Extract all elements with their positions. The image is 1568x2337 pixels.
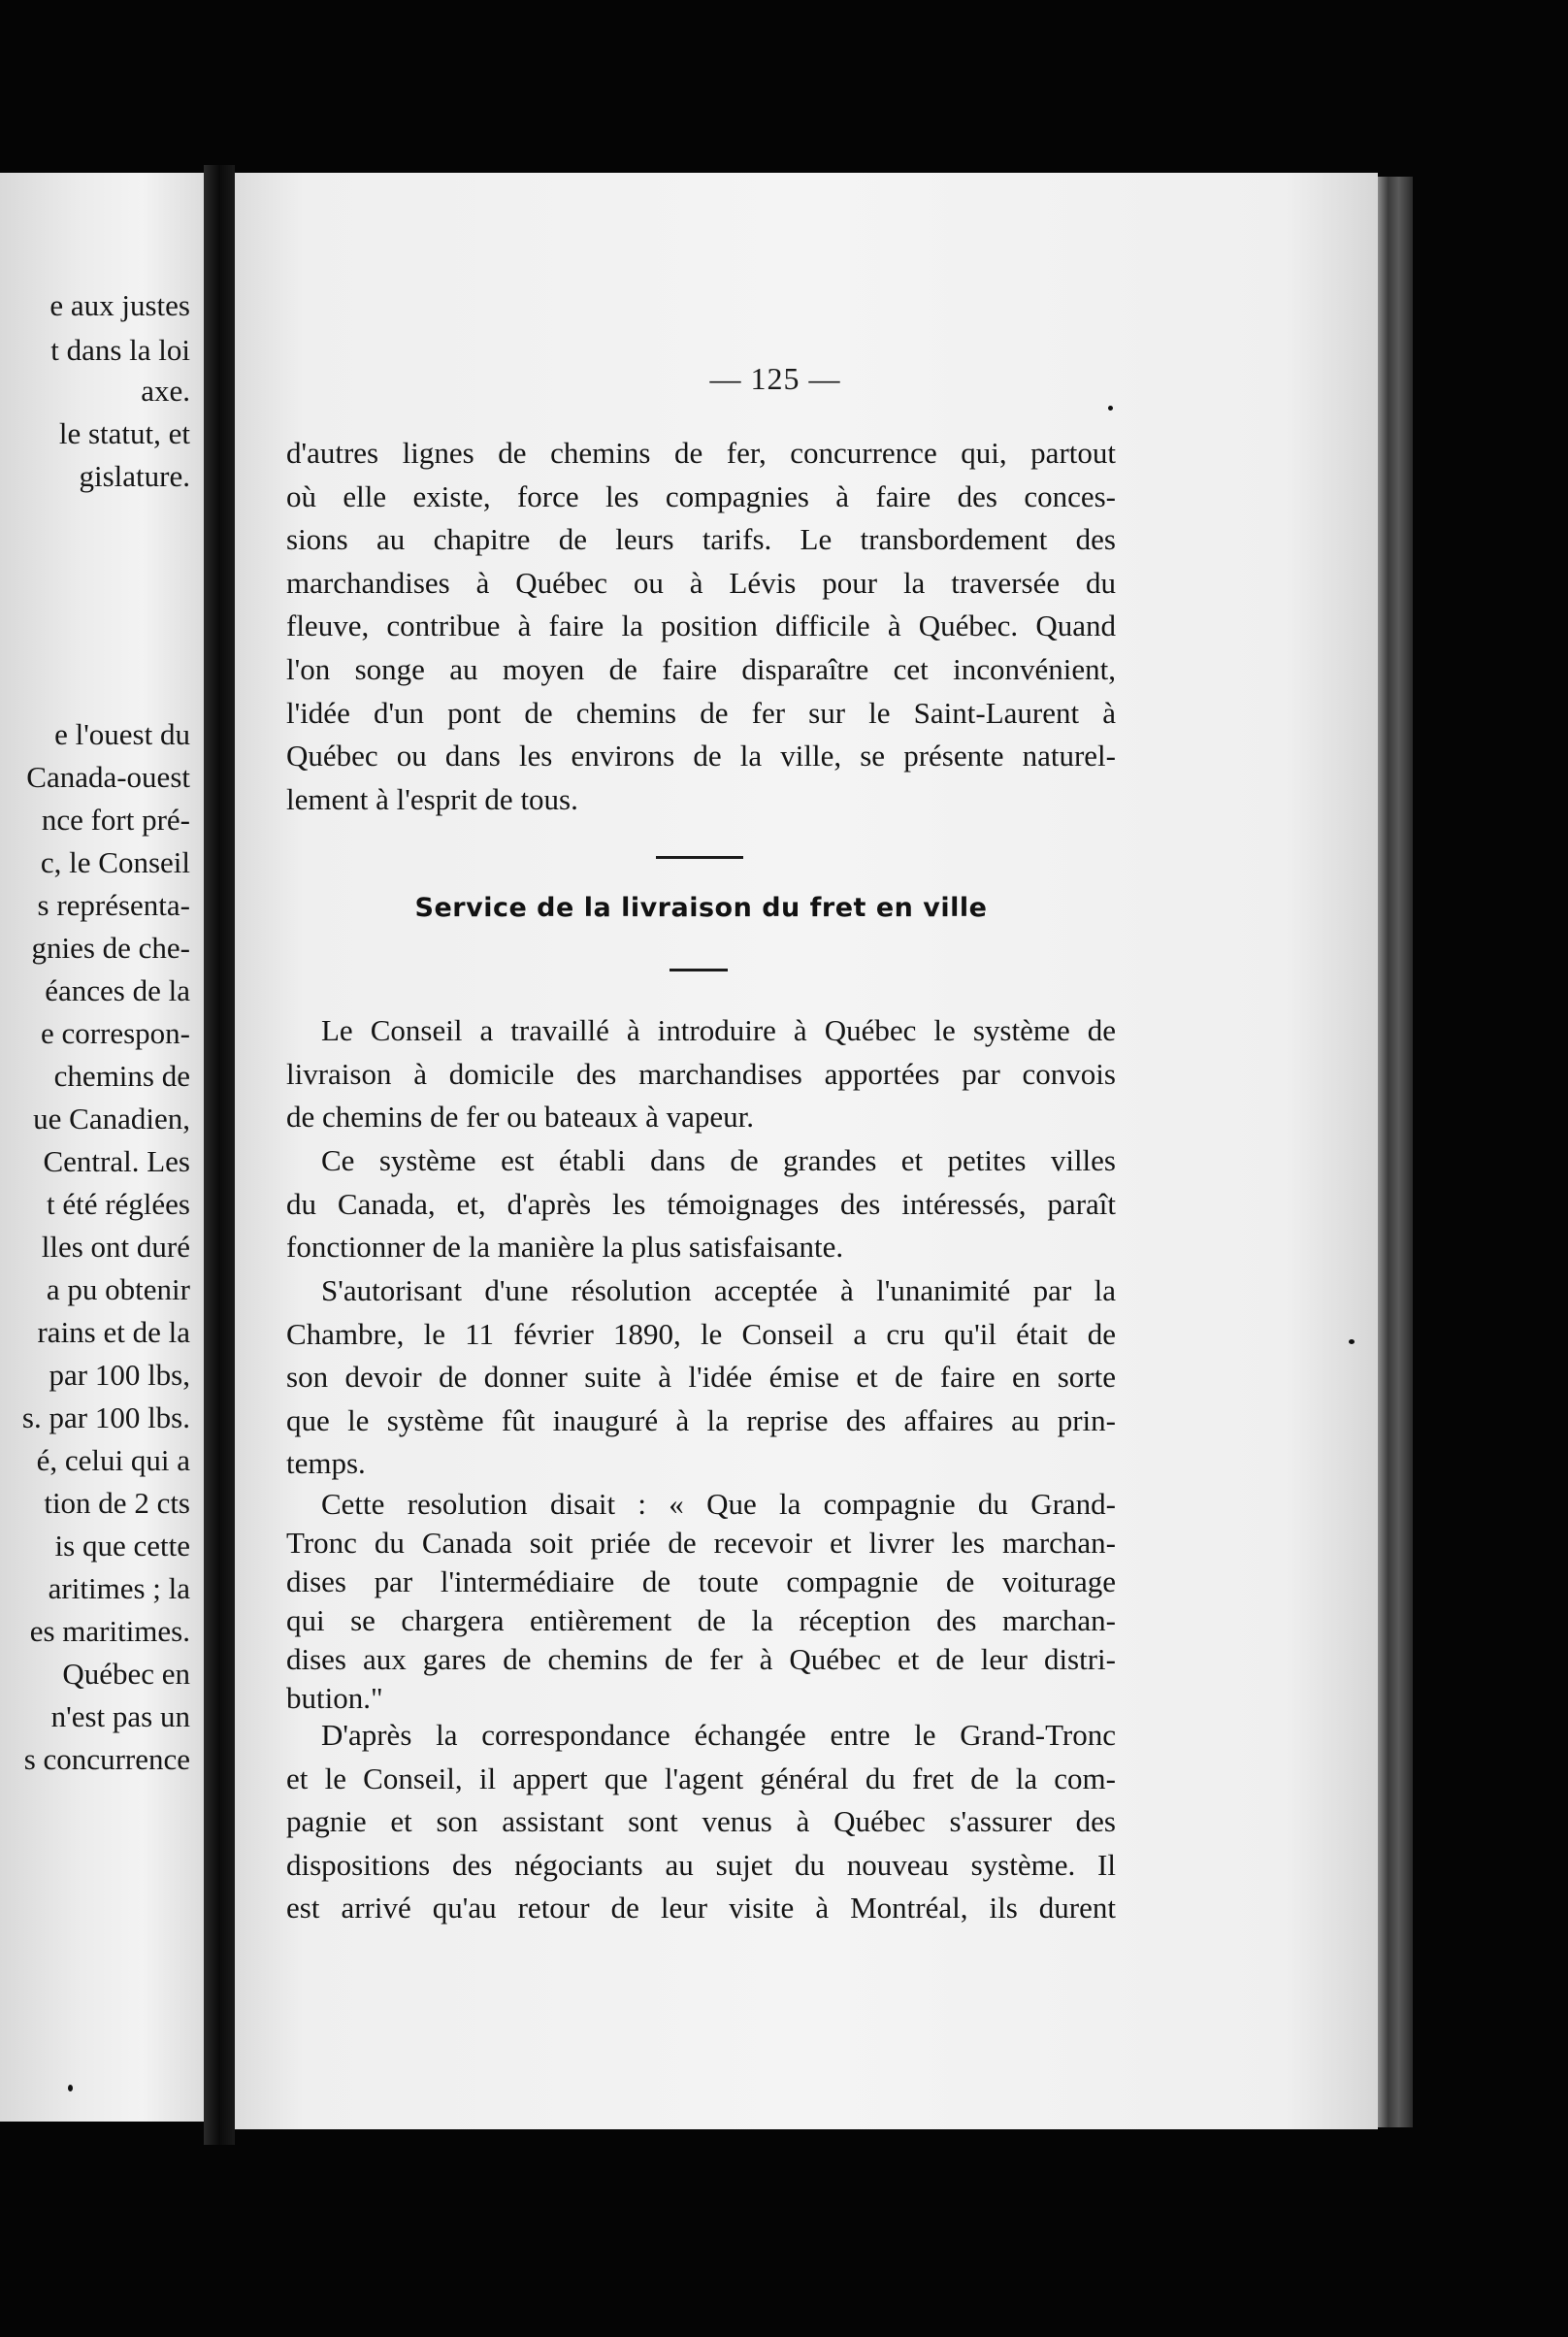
left-page-text-line: aritimes ; la bbox=[48, 1571, 190, 1605]
text-line: où elle existe, force les compagnies à faire des conces- bbox=[286, 478, 1116, 513]
quoted-resolution-paragraph bbox=[286, 1485, 1116, 1718]
left-page-text-line: c, le Conseil bbox=[40, 845, 190, 879]
text-line: l'on songe au moyen de faire disparaître cet inconvénient, bbox=[286, 651, 1116, 686]
page-number: — 125 — bbox=[709, 361, 841, 396]
left-page-text-line: s concurrence bbox=[23, 1742, 190, 1776]
left-page-text-line: e l'ouest du bbox=[54, 717, 190, 751]
left-page-text-line: Québec en bbox=[62, 1657, 190, 1691]
page-edge bbox=[1378, 177, 1413, 2127]
text-line: marchandises à Québec ou à Lévis pour la traversée du bbox=[286, 565, 1116, 600]
intro-paragraph bbox=[286, 432, 1116, 821]
ink-speck bbox=[68, 2085, 73, 2091]
text-line: dises aux gares de chemins de fer à Québec et de leur distri- bbox=[286, 1642, 1116, 1676]
left-page-text-line: s représenta- bbox=[37, 888, 190, 922]
text-line: S'autorisant d'une résolution acceptée à l'unanimité par la bbox=[321, 1273, 1116, 1307]
text-line: et le Conseil, il appert que l'agent général du fret de la com- bbox=[286, 1761, 1116, 1795]
text-line: lement à l'esprit de tous. bbox=[286, 781, 578, 816]
left-page-text-line: gnies de che- bbox=[31, 931, 190, 965]
left-page-text-line: nce fort pré- bbox=[41, 803, 190, 837]
paragraph bbox=[286, 1269, 1116, 1486]
text-line: Québec ou dans les environs de la ville, se présente naturel- bbox=[286, 739, 1116, 774]
section-rule-bottom bbox=[670, 969, 728, 971]
left-page-text-line: éances de la bbox=[45, 973, 190, 1007]
text-line: Tronc du Canada soit priée de recevoir et livrer les marchan- bbox=[286, 1526, 1116, 1560]
section-heading: Service de la livraison du fret en ville bbox=[414, 893, 988, 923]
text-line: de chemins de fer ou bateaux à vapeur. bbox=[286, 1100, 755, 1135]
text-line: temps. bbox=[286, 1446, 366, 1481]
text-line: Ce système est établi dans de grandes et petites villes bbox=[321, 1143, 1116, 1177]
left-page-text-line: chemins de bbox=[53, 1059, 190, 1093]
left-page-text-line: axe. bbox=[141, 374, 190, 408]
text-line: qui se chargera entièrement de la réception des marchan- bbox=[286, 1603, 1116, 1637]
text-line: fonctionner de la manière la plus satisfaisante. bbox=[286, 1230, 844, 1265]
text-line: Le Conseil a travaillé à introduire à Québec le système de bbox=[321, 1013, 1116, 1047]
left-page-text-line: t dans la loi bbox=[50, 333, 190, 367]
text-line: pagnie et son assistant sont venus à Québec s'assurer des bbox=[286, 1804, 1116, 1839]
text-line: dises par l'intermédiaire de toute compagnie de voiturage bbox=[286, 1564, 1116, 1598]
left-page-text-line: le statut, et bbox=[58, 416, 190, 450]
text-line: est arrivé qu'au retour de leur visite à Montréal, ils durent bbox=[286, 1891, 1116, 1926]
left-page-fragment bbox=[0, 173, 204, 2122]
left-page-text-line: e aux justes bbox=[49, 288, 190, 322]
left-page-text-line: lles ont duré bbox=[41, 1230, 190, 1264]
text-line: d'autres lignes de chemins de fer, concurrence qui, partout bbox=[286, 436, 1116, 470]
text-line: bution." bbox=[286, 1681, 383, 1715]
left-page-text-line: tion de 2 cts bbox=[44, 1486, 190, 1520]
text-line: son devoir de donner suite à l'idée émise et de faire en sorte bbox=[286, 1360, 1116, 1395]
ink-speck bbox=[1349, 1339, 1355, 1344]
left-page-text-line: ue Canadien, bbox=[33, 1102, 190, 1136]
paragraph bbox=[286, 1009, 1116, 1139]
left-page-text-line: t été réglées bbox=[46, 1187, 190, 1221]
left-page-text-line: par 100 lbs, bbox=[49, 1358, 190, 1392]
left-page-text-line: Central. Les bbox=[43, 1144, 190, 1178]
text-line: du Canada, et, d'après les témoignages des intéressés, paraît bbox=[286, 1186, 1116, 1221]
left-page-text-line: gislature. bbox=[79, 459, 190, 493]
text-line: D'après la correspondance échangée entre le Grand-Tronc bbox=[321, 1718, 1116, 1752]
left-page-text-line: é, celui qui a bbox=[36, 1443, 190, 1477]
left-page-text-line: a pu obtenir bbox=[46, 1272, 190, 1306]
left-page-text-line: Canada-ouest bbox=[26, 760, 190, 794]
left-page-text-line: e correspon- bbox=[40, 1016, 190, 1050]
section-rule-top bbox=[656, 856, 743, 859]
left-page-text-line: is que cette bbox=[54, 1529, 190, 1563]
paragraph bbox=[286, 1714, 1116, 1930]
text-line: Chambre, le 11 février 1890, le Conseil a cru qu'il était de bbox=[286, 1316, 1116, 1351]
paragraph bbox=[286, 1139, 1116, 1269]
left-page-text-line: rains et de la bbox=[37, 1315, 190, 1349]
text-line: que le système fût inauguré à la reprise des affaires au prin- bbox=[286, 1402, 1116, 1437]
left-page-text-line: n'est pas un bbox=[50, 1699, 190, 1733]
text-line: dispositions des négociants au sujet du nouveau système. Il bbox=[286, 1847, 1116, 1882]
text-line: fleuve, contribue à faire la position difficile à Québec. Quand bbox=[286, 609, 1116, 643]
ink-speck bbox=[1108, 406, 1113, 411]
book-gutter bbox=[204, 165, 235, 2145]
text-line: sions au chapitre de leurs tarifs. Le transbordement des bbox=[286, 522, 1116, 557]
text-line: livraison à domicile des marchandises apportées par convois bbox=[286, 1056, 1116, 1091]
left-page-text-line: es maritimes. bbox=[29, 1614, 190, 1648]
text-line: Cette resolution disait : « Que la compagnie du Grand- bbox=[321, 1487, 1116, 1521]
text-line: l'idée d'un pont de chemins de fer sur le Saint-Laurent à bbox=[286, 695, 1116, 730]
left-page-text-line: s. par 100 lbs. bbox=[21, 1400, 190, 1434]
